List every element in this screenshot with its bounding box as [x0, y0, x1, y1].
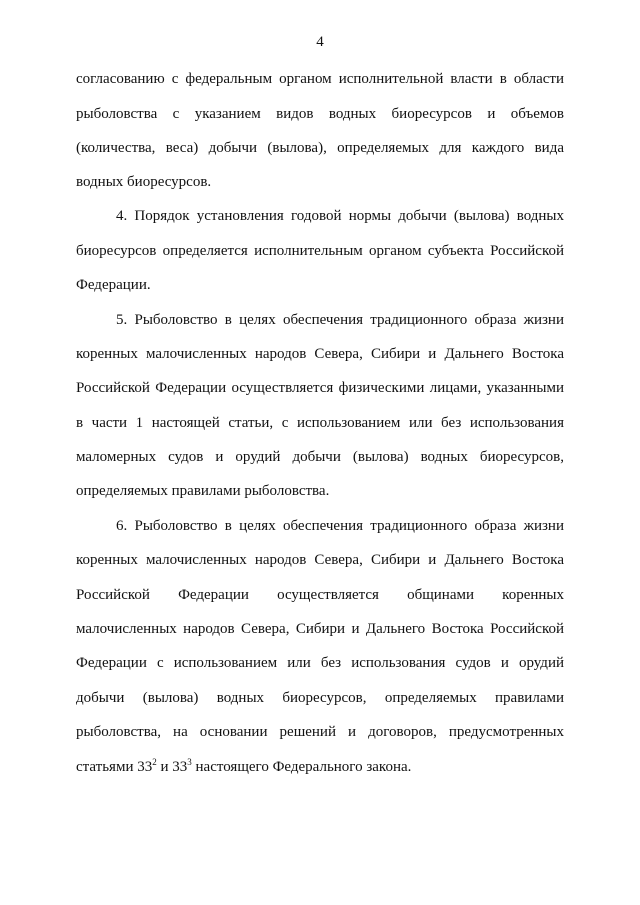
last-line-suffix: настоящего Федерального закона. [191, 759, 412, 775]
page-number: 4 [316, 34, 324, 50]
text-line: маломерных судов и орудий добычи (вылова) водных биоресурсов, [76, 449, 564, 465]
text-line: Российской Федерации осуществляется общинами коренных [76, 587, 564, 603]
text-line: в части 1 настоящей статьи, с использованием или без использования [76, 415, 564, 431]
text-line: малочисленных народов Севера, Сибири и Дальнего Востока Российской [76, 621, 564, 637]
text-line: добычи (вылова) водных биоресурсов, определяемых правилами [76, 690, 564, 706]
text-line: Российской Федерации осуществляется физическими лицами, указанными [76, 380, 564, 396]
text-line: Федерации. [76, 277, 151, 293]
last-line-prefix: статьями 33 [76, 759, 153, 775]
paragraph-5-first-line: 5. Рыболовство в целях обеспечения традиционного образа жизни [116, 312, 564, 328]
last-text-line [76, 757, 564, 777]
superscript-2: 2 [152, 757, 157, 767]
text-line: согласованию с федеральным органом исполнительной власти в области [76, 71, 564, 87]
paragraph-6-first-line: 6. Рыболовство в целях обеспечения традиционного образа жизни [116, 518, 564, 534]
last-line-middle: и 33 [156, 759, 188, 775]
text-line: коренных малочисленных народов Севера, Сибири и Дальнего Востока [76, 346, 564, 362]
text-line: биоресурсов определяется исполнительным органом субъекта Российской [76, 243, 564, 259]
text-line: рыболовства, на основании решений и договоров, предусмотренных [76, 724, 564, 740]
paragraph-4-first-line: 4. Порядок установления годовой нормы добычи (вылова) водных [116, 208, 564, 224]
text-line: определяемых правилами рыболовства. [76, 483, 330, 499]
text-line: Федерации с использованием или без использования судов и орудий [76, 655, 564, 671]
text-line: водных биоресурсов. [76, 174, 212, 190]
superscript-3: 3 [187, 757, 192, 767]
text-line: рыболовства с указанием видов водных биоресурсов и объемов [76, 106, 564, 122]
text-line: (количества, веса) добычи (вылова), определяемых для каждого вида [76, 140, 564, 156]
text-line: коренных малочисленных народов Севера, Сибири и Дальнего Востока [76, 552, 564, 568]
